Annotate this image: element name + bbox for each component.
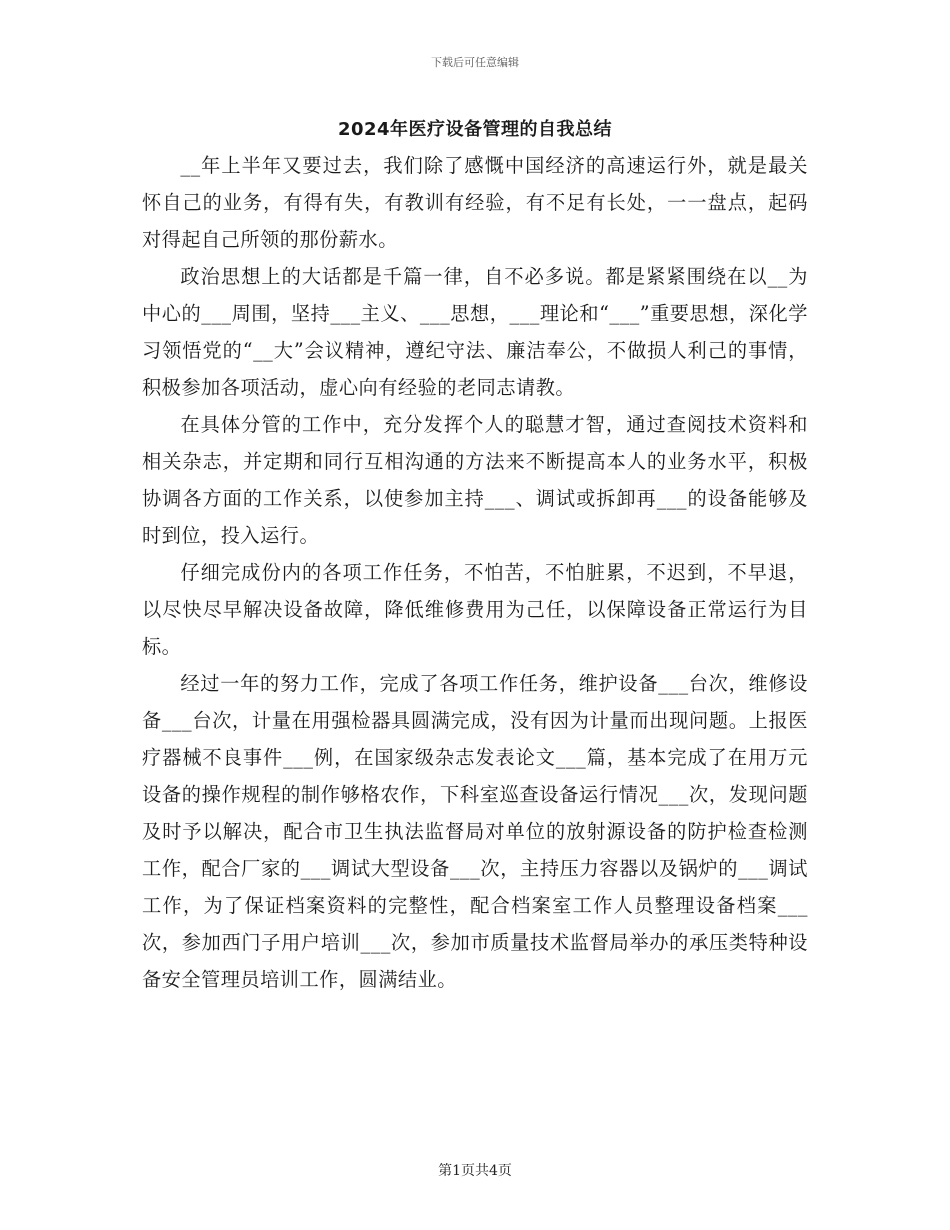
paragraph-duties: 仔细完成份内的各项工作任务，不怕苦，不怕脏累，不迟到，不早退，以尽快尽早解决设备故障，降低维修费用为己任，以保障设备正常运行为目标。: [142, 561, 808, 658]
document-body: [142, 147, 808, 998]
document-title: 2024年医疗设备管理的自我总结: [337, 119, 613, 140]
page-number: 第1页共4页: [438, 1163, 512, 1179]
paragraph-work: 在具体分管的工作中，充分发挥个人的聪慧才智，通过查阅技术资料和相关杂志，并定期和同行互相沟通的方法来不断提高本人的业务水平，积极协调各方面的工作关系，以使参加主持___、调试或拆卸再___的设备能够及时到位，投入运行。: [142, 413, 808, 547]
page-header-note: 下载后可任意编辑: [431, 56, 519, 69]
paragraph-achievements: 经过一年的努力工作，完成了各项工作任务，维护设备___台次，维修设备___台次，计量在用强检器具圆满完成，没有因为计量而出现问题。上报医疗器械不良事件___例，在国家级杂志发表论文___篇，基本完成了在用万元设备的操作规程的制作够格农作，下科室巡查设备运行情况___次，发现问题及时予以解决，配合市卫生执法监督局对单位的放射源设备的防护检查检测工作，配合厂家的___调试大型设备___次，主持压力容器以及锅炉的___调试工作，为了保证档案资料的完整性，配合档案室工作人员整理设备档案___次，参加西门子用户培训___次，参加市质量技术监督局举办的承压类特种设备安全管理员培训工作，圆满结业。: [142, 672, 808, 991]
paragraph-intro: __年上半年又要过去，我们除了感慨中国经济的高速运行外，就是最关怀自己的业务，有得有失，有教训有经验，有不足有长处，一一盘点，起码对得起自己所领的那份薪水。: [142, 154, 808, 251]
paragraph-political: 政治思想上的大话都是千篇一律，自不必多说。都是紧紧围绕在以__为中心的___周围，坚持___主义、___思想，___理论和“___”重要思想，深化学习领悟党的“__大”会议精神，遵纪守法、廉洁奉公，不做损人利己的事情，积极参加各项活动，虚心向有经验的老同志请教。: [142, 265, 808, 399]
